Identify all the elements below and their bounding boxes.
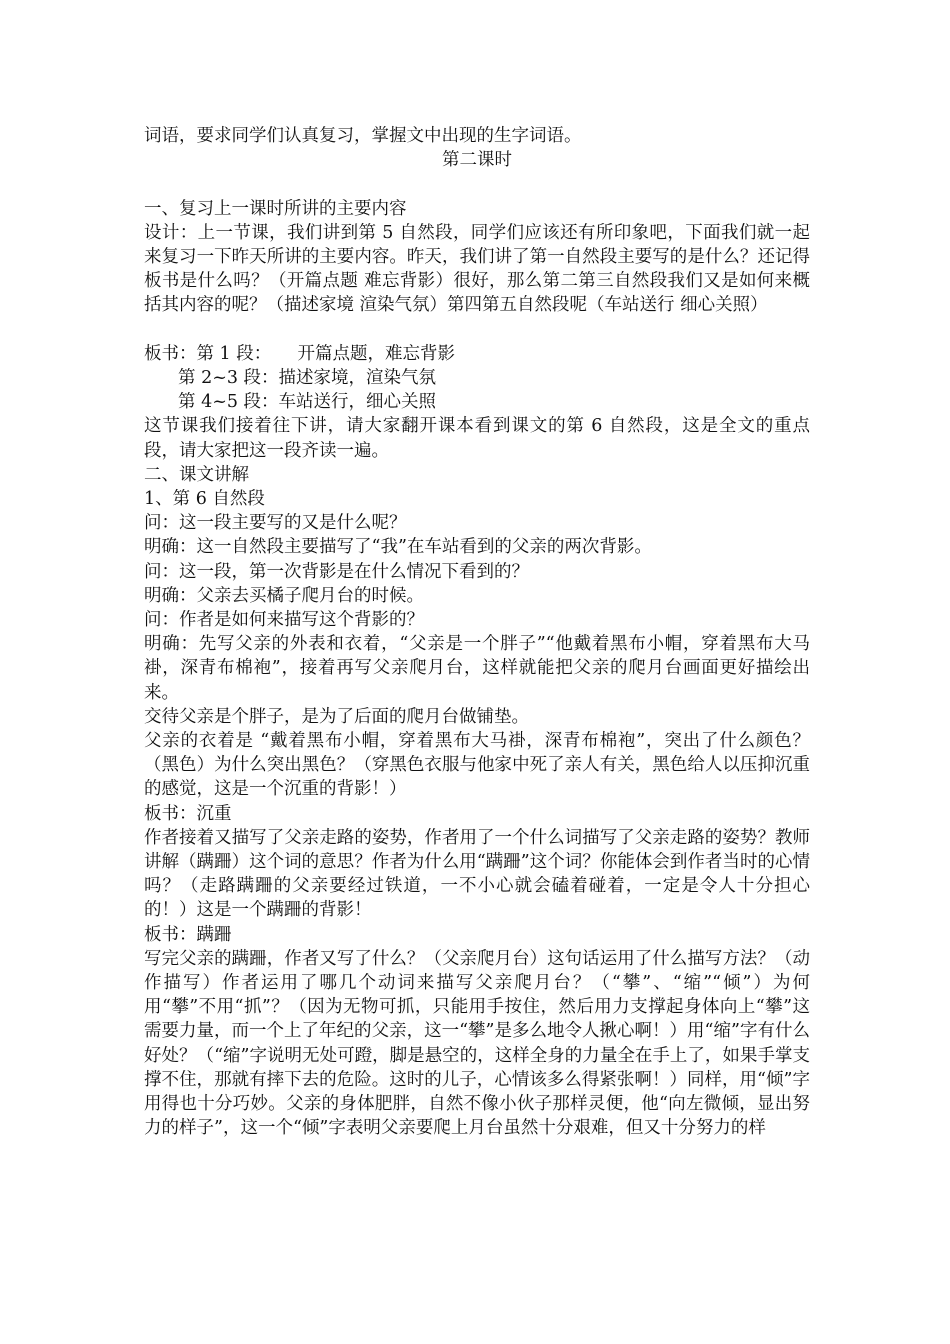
blank-line [144,318,810,342]
paragraph-design: 设计：上一节课，我们讲到第 5 自然段，同学们应该还有所印象吧，下面我们就一起来复习一下昨天所讲的主要内容。昨天，我们讲了第一自然段主要写的是什么？还记得板书是什么吗？（开篇点题 难忘背影）很好，那么第二第三自然段我们又是如何来概括其内容的呢？（描述家境 渲染气氛）第四第五自然段呢（车站送行 细心关照） [144,222,810,316]
lesson-title: 第二课时 [442,150,512,171]
board-line-3: 第 4~5 段：车站送行，细心关照 [178,392,437,413]
board-stagger: 板书：蹒跚 [144,924,232,945]
section-heading-review: 一、复习上一课时所讲的主要内容 [144,198,407,219]
question-3: 问：作者是如何来描写这个背影的？ [144,610,424,631]
paragraph-clothing: 父亲的衣着是 “戴着黑布小帽，穿着黑布大马褂，深青布棉袍”，突出了什么颜色？（黑色）为什么突出黑色？（穿黑色衣服与他家中死了亲人有关，黑色给人以压抑沉重的感觉，这是一个沉重的背影！） [144,731,810,800]
paragraph-intro: 这节课我们接着往下讲，请大家翻开课本看到课文的第 6 自然段，这是全文的重点段，请大家把这一段齐读一遍。 [144,416,810,461]
answer-2: 明确：父亲去买橘子爬月台的时候。 [144,585,424,606]
question-2: 问：这一段，第一次背影是在什么情况下看到的？ [144,561,529,582]
document-body [144,124,810,1141]
paragraph-fat: 交待父亲是个胖子，是为了后面的爬月台做铺垫。 [144,706,529,727]
paragraph-walking: 作者接着又描写了父亲走路的姿势，作者用了一个什么词描写了父亲走路的姿势？教师讲解（蹒跚）这个词的意思？作者为什么用“蹒跚”这个词？你能体会到作者当时的心情吗？（走路蹒跚的父亲要经过铁道，一不小心就会磕着碰着，一定是令人十分担心的！）这是一个蹒跚的背影！ [144,827,810,921]
question-1: 问：这一段主要写的又是什么呢？ [144,513,407,534]
paragraph-0: 词语，要求同学们认真复习，掌握文中出现的生字词语。 [144,126,582,146]
paragraph-climbing: 写完父亲的蹒跚，作者又写了什么？（父亲爬月台）这句话运用了什么描写方法？（动作描写）作者运用了哪几个动词来描写父亲爬月台？（“攀”、“缩”“倾”）为何用“攀”不用“抓”？（因为无物可抓，只能用手按住，然后用力支撑起身体向上“攀”这需要力量，而一个上了年纪的父亲，这一“攀”是多么地令人揪心啊！）用“缩”字有什么好处？（“缩”字说明无处可蹬，脚是悬空的，这样全身的力量全在手上了，如果手掌支撑不住，那就有摔下去的危险。这时的儿子，心情该多么得紧张啊！）同样，用“倾”字用得也十分巧妙。父亲的身体肥胖，自然不像小伙子那样灵便，他“向左微倾，显出努力的样子”，这一个“倾”字表明父亲要爬上月台虽然十分艰难，但又十分努力的样 [144,948,810,1139]
board-line-2: 第 2~3 段：描述家境，渲染气氛 [178,368,437,388]
board-heavy: 板书：沉重 [144,803,232,824]
subsection-heading: 1、第 6 自然段 [144,489,265,510]
board-line-1: 板书：第 1 段： 开篇点题，难忘背影 [144,343,456,364]
blank-line [144,172,810,196]
answer-1: 明确：这一自然段主要描写了“我”在车站看到的父亲的两次背影。 [144,537,652,558]
answer-3: 明确：先写父亲的外表和衣着，“父亲是一个胖子”“他戴着黑布小帽，穿着黑布大马褂，深青布棉袍”，接着再写父亲爬月台，这样就能把父亲的爬月台画面更好描绘出来。 [144,634,810,703]
section-heading-explain: 二、课文讲解 [144,464,249,485]
